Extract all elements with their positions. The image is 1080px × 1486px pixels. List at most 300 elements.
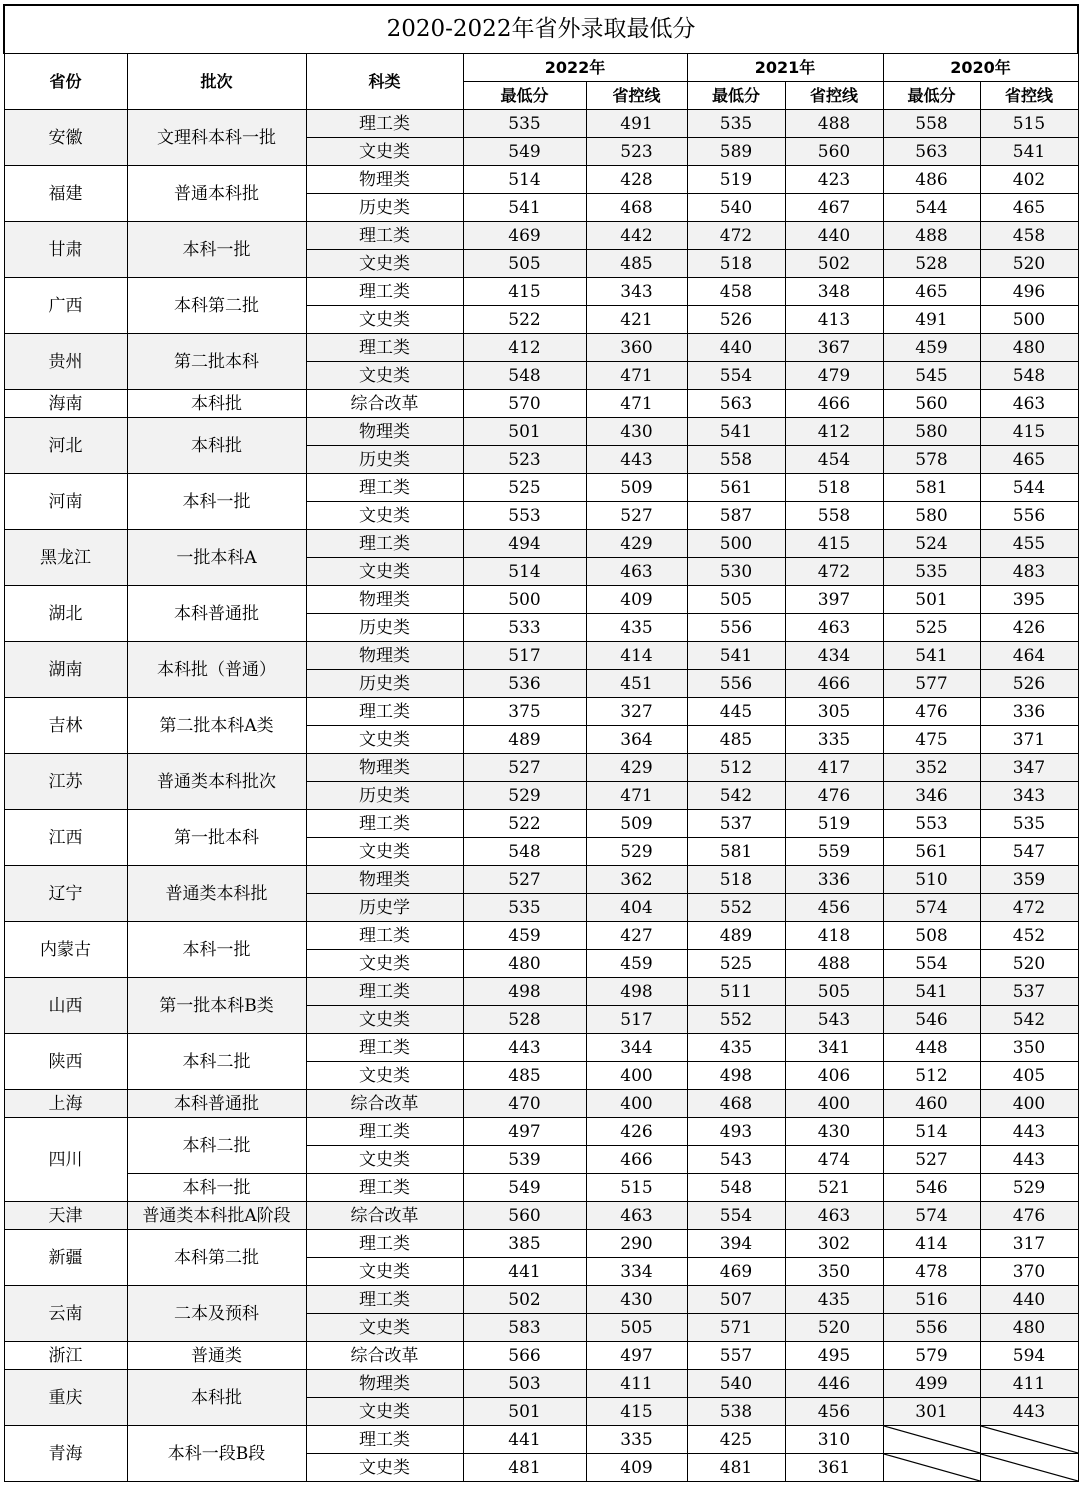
- min-score-cell: 554: [687, 362, 785, 390]
- category-cell: 文史类: [306, 838, 463, 866]
- category-cell: 综合改革: [306, 1090, 463, 1118]
- table-row: [4, 334, 1078, 362]
- control-line-cell: 463: [785, 1202, 883, 1230]
- min-score-cell: 514: [463, 166, 586, 194]
- min-score-cell: 570: [463, 390, 586, 418]
- category-cell: 文史类: [306, 1314, 463, 1342]
- province-cell: 福建: [4, 166, 127, 222]
- province-cell: 贵州: [4, 334, 127, 390]
- category-cell: 综合改革: [306, 390, 463, 418]
- control-line-cell: 336: [980, 698, 1078, 726]
- batch-cell: 本科一段B段: [127, 1426, 306, 1482]
- control-line-cell: 423: [785, 166, 883, 194]
- min-score-cell: 412: [463, 334, 586, 362]
- min-score-cell: 558: [687, 446, 785, 474]
- min-score-cell: 459: [883, 334, 980, 362]
- min-score-cell: 574: [883, 894, 980, 922]
- control-line-cell: 463: [586, 1202, 687, 1230]
- min-score-cell: 527: [463, 866, 586, 894]
- province-cell: 上海: [4, 1090, 127, 1118]
- control-line-cell: 455: [980, 530, 1078, 558]
- min-score-cell: 470: [463, 1090, 586, 1118]
- min-score-cell: 465: [883, 278, 980, 306]
- batch-cell: 本科批: [127, 418, 306, 474]
- control-line-cell: 400: [980, 1090, 1078, 1118]
- control-line-cell: 548: [980, 362, 1078, 390]
- min-score-cell: 458: [687, 278, 785, 306]
- category-cell: 理工类: [306, 1174, 463, 1202]
- min-score-cell: 507: [687, 1286, 785, 1314]
- control-line-cell: 426: [980, 614, 1078, 642]
- batch-cell: 本科批: [127, 390, 306, 418]
- category-cell: 理工类: [306, 1118, 463, 1146]
- min-score-cell: 556: [687, 670, 785, 698]
- min-score-cell: 480: [463, 950, 586, 978]
- control-line-cell: 505: [586, 1314, 687, 1342]
- control-line-cell: 467: [785, 194, 883, 222]
- control-line-cell: 523: [586, 138, 687, 166]
- min-score-cell: 494: [463, 530, 586, 558]
- province-cell: 湖北: [4, 586, 127, 642]
- control-line-cell: 451: [586, 670, 687, 698]
- control-line-cell: 350: [785, 1258, 883, 1286]
- table-row: [4, 278, 1078, 306]
- category-cell: 理工类: [306, 978, 463, 1006]
- control-line-cell: 348: [785, 278, 883, 306]
- category-cell: 理工类: [306, 698, 463, 726]
- min-score-cell: 375: [463, 698, 586, 726]
- province-cell: 浙江: [4, 1342, 127, 1370]
- min-score-cell: 352: [883, 754, 980, 782]
- control-line-cell: 495: [785, 1342, 883, 1370]
- batch-cell: 普通本科批: [127, 166, 306, 222]
- empty-slash-cell: [883, 1426, 980, 1454]
- min-score-cell: 529: [463, 782, 586, 810]
- table-row: [4, 110, 1078, 138]
- control-line-cell: 343: [980, 782, 1078, 810]
- control-line-cell: 341: [785, 1034, 883, 1062]
- table-row: [4, 1202, 1078, 1230]
- category-cell: 理工类: [306, 1426, 463, 1454]
- category-cell: 历史类: [306, 446, 463, 474]
- min-score-cell: 544: [883, 194, 980, 222]
- control-line-cell: 560: [785, 138, 883, 166]
- control-line-cell: 498: [586, 978, 687, 1006]
- control-line-cell: 317: [980, 1230, 1078, 1258]
- category-cell: 理工类: [306, 474, 463, 502]
- header-category: 科类: [306, 54, 463, 110]
- control-line-cell: 452: [980, 922, 1078, 950]
- control-line-cell: 476: [785, 782, 883, 810]
- province-cell: 湖南: [4, 642, 127, 698]
- control-line-cell: 435: [785, 1286, 883, 1314]
- min-score-cell: 472: [687, 222, 785, 250]
- min-score-cell: 425: [687, 1426, 785, 1454]
- min-score-cell: 501: [463, 418, 586, 446]
- control-line-cell: 411: [586, 1370, 687, 1398]
- control-line-cell: 405: [980, 1062, 1078, 1090]
- min-score-cell: 561: [687, 474, 785, 502]
- province-cell: 河南: [4, 474, 127, 530]
- category-cell: 理工类: [306, 922, 463, 950]
- min-score-cell: 561: [883, 838, 980, 866]
- min-score-cell: 510: [883, 866, 980, 894]
- min-score-cell: 524: [883, 530, 980, 558]
- min-score-cell: 346: [883, 782, 980, 810]
- province-cell: 山西: [4, 978, 127, 1034]
- batch-cell: 文理科本科一批: [127, 110, 306, 166]
- batch-cell: 本科第二批: [127, 1230, 306, 1286]
- min-score-cell: 577: [883, 670, 980, 698]
- empty-slash-cell: [980, 1454, 1078, 1482]
- control-line-cell: 395: [980, 586, 1078, 614]
- control-line-cell: 527: [586, 502, 687, 530]
- control-line-cell: 430: [586, 1286, 687, 1314]
- control-line-cell: 519: [785, 810, 883, 838]
- category-cell: 文史类: [306, 1062, 463, 1090]
- min-score-cell: 525: [463, 474, 586, 502]
- province-cell: 河北: [4, 418, 127, 474]
- min-score-cell: 508: [883, 922, 980, 950]
- min-score-cell: 566: [463, 1342, 586, 1370]
- control-line-cell: 497: [586, 1342, 687, 1370]
- control-line-cell: 520: [980, 950, 1078, 978]
- min-score-cell: 546: [883, 1006, 980, 1034]
- control-line-cell: 440: [980, 1286, 1078, 1314]
- min-score-cell: 499: [883, 1370, 980, 1398]
- category-cell: 历史类: [306, 670, 463, 698]
- min-score-cell: 539: [463, 1146, 586, 1174]
- control-line-cell: 335: [586, 1426, 687, 1454]
- min-score-cell: 528: [883, 250, 980, 278]
- min-score-cell: 414: [883, 1230, 980, 1258]
- control-line-cell: 471: [586, 390, 687, 418]
- province-cell: 云南: [4, 1286, 127, 1342]
- category-cell: 综合改革: [306, 1342, 463, 1370]
- batch-cell: 本科一批: [127, 922, 306, 978]
- category-cell: 物理类: [306, 754, 463, 782]
- min-score-cell: 548: [687, 1174, 785, 1202]
- category-cell: 理工类: [306, 222, 463, 250]
- min-score-cell: 500: [463, 586, 586, 614]
- control-line-cell: 364: [586, 726, 687, 754]
- control-line-cell: 535: [980, 810, 1078, 838]
- min-score-cell: 485: [687, 726, 785, 754]
- min-score-cell: 501: [883, 586, 980, 614]
- min-score-cell: 394: [687, 1230, 785, 1258]
- category-cell: 理工类: [306, 334, 463, 362]
- control-line-cell: 488: [785, 110, 883, 138]
- min-score-cell: 556: [687, 614, 785, 642]
- control-line-cell: 359: [980, 866, 1078, 894]
- control-line-cell: 442: [586, 222, 687, 250]
- min-score-cell: 512: [883, 1062, 980, 1090]
- category-cell: 理工类: [306, 1286, 463, 1314]
- min-score-cell: 440: [687, 334, 785, 362]
- min-score-cell: 476: [883, 698, 980, 726]
- control-line-cell: 480: [980, 334, 1078, 362]
- province-cell: 辽宁: [4, 866, 127, 922]
- category-cell: 理工类: [306, 110, 463, 138]
- batch-cell: 本科二批: [127, 1034, 306, 1090]
- header-year-2020: 2020年: [883, 54, 1078, 82]
- min-score-cell: 583: [463, 1314, 586, 1342]
- table-title: 2020-2022年省外录取最低分: [4, 5, 1078, 54]
- control-line-cell: 426: [586, 1118, 687, 1146]
- min-score-cell: 552: [687, 894, 785, 922]
- province-cell: 吉林: [4, 698, 127, 754]
- min-score-cell: 514: [883, 1118, 980, 1146]
- category-cell: 文史类: [306, 950, 463, 978]
- control-line-cell: 521: [785, 1174, 883, 1202]
- control-line-cell: 505: [785, 978, 883, 1006]
- header-year-2022: 2022年: [463, 54, 687, 82]
- min-score-cell: 493: [687, 1118, 785, 1146]
- min-score-cell: 554: [883, 950, 980, 978]
- batch-cell: 本科普通批: [127, 586, 306, 642]
- control-line-cell: 456: [785, 894, 883, 922]
- control-line-cell: 526: [980, 670, 1078, 698]
- min-score-cell: 535: [883, 558, 980, 586]
- category-cell: 物理类: [306, 1370, 463, 1398]
- batch-cell: 本科一批: [127, 1174, 306, 1202]
- control-line-cell: 463: [980, 390, 1078, 418]
- min-score-cell: 468: [687, 1090, 785, 1118]
- category-cell: 理工类: [306, 1034, 463, 1062]
- control-line-cell: 397: [785, 586, 883, 614]
- min-score-cell: 527: [883, 1146, 980, 1174]
- control-line-cell: 367: [785, 334, 883, 362]
- control-line-cell: 466: [586, 1146, 687, 1174]
- control-line-cell: 443: [980, 1398, 1078, 1426]
- control-line-cell: 335: [785, 726, 883, 754]
- control-line-cell: 434: [785, 642, 883, 670]
- category-cell: 文史类: [306, 306, 463, 334]
- control-line-cell: 302: [785, 1230, 883, 1258]
- min-score-cell: 498: [687, 1062, 785, 1090]
- category-cell: 历史类: [306, 194, 463, 222]
- category-cell: 文史类: [306, 362, 463, 390]
- min-score-cell: 546: [883, 1174, 980, 1202]
- category-cell: 文史类: [306, 1006, 463, 1034]
- table-row: [4, 1370, 1078, 1398]
- table-row: [4, 222, 1078, 250]
- min-score-cell: 571: [687, 1314, 785, 1342]
- header-batch: 批次: [127, 54, 306, 110]
- control-line-cell: 458: [980, 222, 1078, 250]
- control-line-cell: 472: [980, 894, 1078, 922]
- batch-cell: 本科一批: [127, 222, 306, 278]
- category-cell: 文史类: [306, 138, 463, 166]
- control-line-cell: 334: [586, 1258, 687, 1286]
- min-score-cell: 535: [463, 894, 586, 922]
- control-line-cell: 413: [785, 306, 883, 334]
- header-control-line: 省控线: [980, 82, 1078, 110]
- control-line-cell: 465: [980, 194, 1078, 222]
- control-line-cell: 411: [980, 1370, 1078, 1398]
- table-row: [4, 1090, 1078, 1118]
- control-line-cell: 406: [785, 1062, 883, 1090]
- batch-cell: 一批本科A: [127, 530, 306, 586]
- category-cell: 文史类: [306, 502, 463, 530]
- min-score-cell: 481: [687, 1454, 785, 1482]
- min-score-cell: 541: [687, 642, 785, 670]
- batch-cell: 第二批本科: [127, 334, 306, 390]
- min-score-cell: 511: [687, 978, 785, 1006]
- batch-cell: 普通类本科批A阶段: [127, 1202, 306, 1230]
- control-line-cell: 440: [785, 222, 883, 250]
- min-score-cell: 525: [883, 614, 980, 642]
- control-line-cell: 594: [980, 1342, 1078, 1370]
- min-score-cell: 489: [687, 922, 785, 950]
- min-score-cell: 553: [463, 502, 586, 530]
- min-score-cell: 579: [883, 1342, 980, 1370]
- min-score-cell: 505: [687, 586, 785, 614]
- control-line-cell: 463: [586, 558, 687, 586]
- control-line-cell: 443: [980, 1118, 1078, 1146]
- batch-cell: 本科一批: [127, 474, 306, 530]
- control-line-cell: 537: [980, 978, 1078, 1006]
- control-line-cell: 430: [785, 1118, 883, 1146]
- control-line-cell: 456: [785, 1398, 883, 1426]
- table-row: [4, 698, 1078, 726]
- control-line-cell: 509: [586, 810, 687, 838]
- province-cell: 安徽: [4, 110, 127, 166]
- control-line-cell: 417: [785, 754, 883, 782]
- control-line-cell: 518: [785, 474, 883, 502]
- min-score-cell: 581: [687, 838, 785, 866]
- control-line-cell: 483: [980, 558, 1078, 586]
- min-score-cell: 542: [687, 782, 785, 810]
- control-line-cell: 472: [785, 558, 883, 586]
- min-score-cell: 488: [883, 222, 980, 250]
- control-line-cell: 415: [586, 1398, 687, 1426]
- control-line-cell: 471: [586, 362, 687, 390]
- control-line-cell: 327: [586, 698, 687, 726]
- table-row: [4, 1174, 1078, 1202]
- header-control-line: 省控线: [785, 82, 883, 110]
- min-score-cell: 530: [687, 558, 785, 586]
- control-line-cell: 350: [980, 1034, 1078, 1062]
- category-cell: 文史类: [306, 726, 463, 754]
- min-score-cell: 478: [883, 1258, 980, 1286]
- header-min-score: 最低分: [463, 82, 586, 110]
- control-line-cell: 491: [586, 110, 687, 138]
- province-cell: 广西: [4, 278, 127, 334]
- control-line-cell: 488: [785, 950, 883, 978]
- batch-cell: 二本及预科: [127, 1286, 306, 1342]
- min-score-cell: 443: [463, 1034, 586, 1062]
- batch-cell: 本科第二批: [127, 278, 306, 334]
- control-line-cell: 500: [980, 306, 1078, 334]
- category-cell: 文史类: [306, 250, 463, 278]
- control-line-cell: 466: [785, 390, 883, 418]
- category-cell: 综合改革: [306, 1202, 463, 1230]
- table-row: [4, 754, 1078, 782]
- table-row: [4, 390, 1078, 418]
- control-line-cell: 427: [586, 922, 687, 950]
- min-score-cell: 486: [883, 166, 980, 194]
- min-score-cell: 528: [463, 1006, 586, 1034]
- control-line-cell: 476: [980, 1202, 1078, 1230]
- control-line-cell: 556: [980, 502, 1078, 530]
- min-score-cell: 533: [463, 614, 586, 642]
- header-min-score: 最低分: [883, 82, 980, 110]
- min-score-cell: 589: [687, 138, 785, 166]
- min-score-cell: 516: [883, 1286, 980, 1314]
- control-line-cell: 415: [980, 418, 1078, 446]
- control-line-cell: 479: [785, 362, 883, 390]
- control-line-cell: 360: [586, 334, 687, 362]
- min-score-cell: 469: [687, 1258, 785, 1286]
- control-line-cell: 454: [785, 446, 883, 474]
- min-score-cell: 560: [463, 1202, 586, 1230]
- admission-score-table: [3, 4, 1079, 1482]
- header-year-2021: 2021年: [687, 54, 883, 82]
- min-score-cell: 518: [687, 250, 785, 278]
- control-line-cell: 468: [586, 194, 687, 222]
- table-row: [4, 1286, 1078, 1314]
- control-line-cell: 509: [586, 474, 687, 502]
- province-cell: 甘肃: [4, 222, 127, 278]
- control-line-cell: 517: [586, 1006, 687, 1034]
- province-cell: 天津: [4, 1202, 127, 1230]
- table-row: [4, 166, 1078, 194]
- control-line-cell: 480: [980, 1314, 1078, 1342]
- control-line-cell: 465: [980, 446, 1078, 474]
- control-line-cell: 404: [586, 894, 687, 922]
- min-score-cell: 563: [883, 138, 980, 166]
- category-cell: 理工类: [306, 810, 463, 838]
- category-cell: 物理类: [306, 418, 463, 446]
- min-score-cell: 485: [463, 1062, 586, 1090]
- min-score-cell: 556: [883, 1314, 980, 1342]
- table-row: [4, 474, 1078, 502]
- min-score-cell: 475: [883, 726, 980, 754]
- min-score-cell: 525: [687, 950, 785, 978]
- control-line-cell: 430: [586, 418, 687, 446]
- control-line-cell: 409: [586, 1454, 687, 1482]
- control-line-cell: 428: [586, 166, 687, 194]
- control-line-cell: 446: [785, 1370, 883, 1398]
- min-score-cell: 491: [883, 306, 980, 334]
- control-line-cell: 429: [586, 530, 687, 558]
- control-line-cell: 435: [586, 614, 687, 642]
- province-cell: 黑龙江: [4, 530, 127, 586]
- min-score-cell: 574: [883, 1202, 980, 1230]
- control-line-cell: 520: [785, 1314, 883, 1342]
- control-line-cell: 429: [586, 754, 687, 782]
- header-min-score: 最低分: [687, 82, 785, 110]
- header-province: 省份: [4, 54, 127, 110]
- control-line-cell: 362: [586, 866, 687, 894]
- min-score-cell: 540: [687, 1370, 785, 1398]
- control-line-cell: 421: [586, 306, 687, 334]
- min-score-cell: 448: [883, 1034, 980, 1062]
- min-score-cell: 301: [883, 1398, 980, 1426]
- control-line-cell: 466: [785, 670, 883, 698]
- table-row: [4, 418, 1078, 446]
- category-cell: 理工类: [306, 530, 463, 558]
- control-line-cell: 520: [980, 250, 1078, 278]
- table-row: [4, 1118, 1078, 1146]
- control-line-cell: 400: [586, 1062, 687, 1090]
- control-line-cell: 542: [980, 1006, 1078, 1034]
- min-score-cell: 535: [687, 110, 785, 138]
- min-score-cell: 538: [687, 1398, 785, 1426]
- min-score-cell: 580: [883, 502, 980, 530]
- category-cell: 物理类: [306, 866, 463, 894]
